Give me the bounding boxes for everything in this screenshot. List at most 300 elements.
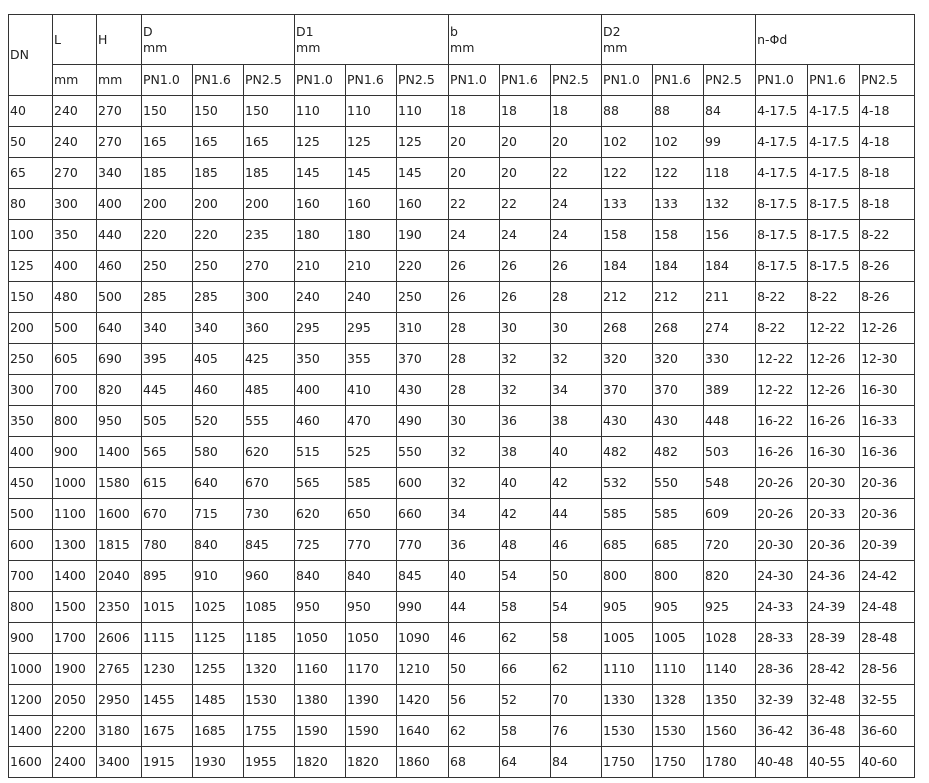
table-cell: 165 [244,127,295,158]
table-cell: 720 [704,530,756,561]
table-cell: 1455 [142,685,193,716]
table-cell: 48 [500,530,551,561]
table-cell: 270 [97,127,142,158]
table-cell: 28-36 [756,654,808,685]
table-cell: 34 [449,499,500,530]
table-cell: 670 [244,468,295,499]
table-cell: 32 [500,344,551,375]
dn-cell: 400 [9,437,53,468]
subheader-cell: PN1.6 [653,65,704,96]
table-row [9,189,915,220]
dn-cell: 500 [9,499,53,530]
table-cell: 32-48 [808,685,860,716]
table-cell: 1675 [142,716,193,747]
table-cell: 30 [500,313,551,344]
table-cell: 210 [295,251,346,282]
table-cell: 20-30 [808,468,860,499]
table-cell: 84 [704,96,756,127]
table-cell: 725 [295,530,346,561]
dn-cell: 65 [9,158,53,189]
table-cell: 1560 [704,716,756,747]
table-cell: 295 [295,313,346,344]
table-row [9,654,915,685]
table-cell: 370 [653,375,704,406]
table-cell: 1485 [193,685,244,716]
table-cell: 1685 [193,716,244,747]
table-cell: 1930 [193,747,244,778]
table-cell: 24-39 [808,592,860,623]
table-cell: 548 [704,468,756,499]
table-cell: 26 [449,251,500,282]
table-cell: 4-17.5 [756,127,808,158]
table-cell: 200 [193,189,244,220]
table-row [9,623,915,654]
table-cell: 482 [653,437,704,468]
table-cell: 32 [551,344,602,375]
table-cell: 1330 [602,685,653,716]
table-cell: 12-22 [756,375,808,406]
table-cell: 28 [449,375,500,406]
table-cell: 715 [193,499,244,530]
table-body [9,96,915,778]
table-row [9,592,915,623]
dn-cell: 1600 [9,747,53,778]
table-cell: 2350 [97,592,142,623]
table-cell: 133 [602,189,653,220]
table-cell: 1110 [602,654,653,685]
table-cell: 20-26 [756,468,808,499]
table-cell: 184 [653,251,704,282]
table-cell: 405 [193,344,244,375]
table-cell: 605 [53,344,97,375]
table-cell: 235 [244,220,295,251]
table-cell: 46 [449,623,500,654]
header-row-units [9,65,915,96]
table-cell: 99 [704,127,756,158]
table-cell: 180 [295,220,346,251]
table-cell: 70 [551,685,602,716]
table-cell: 410 [346,375,397,406]
table-cell: 42 [551,468,602,499]
table-cell: 8-18 [860,158,915,189]
table-cell: 122 [653,158,704,189]
table-cell: 32-55 [860,685,915,716]
table-cell: 88 [653,96,704,127]
table-cell: 18 [449,96,500,127]
subheader-cell: PN1.0 [602,65,653,96]
table-cell: 565 [142,437,193,468]
table-cell: 145 [295,158,346,189]
dn-cell: 100 [9,220,53,251]
table-cell: 8-17.5 [756,220,808,251]
table-cell: 20-39 [860,530,915,561]
header-n-phi-d: n-Φd [756,15,915,65]
table-cell: 125 [295,127,346,158]
table-cell: 28 [449,344,500,375]
table-row [9,344,915,375]
table-cell: 38 [551,406,602,437]
table-cell: 585 [653,499,704,530]
table-cell: 310 [397,313,449,344]
dn-cell: 40 [9,96,53,127]
dn-cell: 300 [9,375,53,406]
subheader-cell: PN1.0 [449,65,500,96]
table-cell: 485 [244,375,295,406]
table-cell: 8-26 [860,251,915,282]
subheader-cell: PN2.5 [397,65,449,96]
table-cell: 20-36 [808,530,860,561]
table-cell: 190 [397,220,449,251]
table-row [9,282,915,313]
subheader-cell: PN1.0 [756,65,808,96]
table-row [9,313,915,344]
table-cell: 240 [295,282,346,313]
header-d1-name: D1 [296,23,314,39]
table-cell: 160 [295,189,346,220]
table-cell: 145 [346,158,397,189]
table-cell: 1955 [244,747,295,778]
subheader-cell: PN2.5 [551,65,602,96]
table-cell: 36-48 [808,716,860,747]
header-b-unit: mm [450,39,475,55]
table-cell: 268 [653,313,704,344]
table-cell: 150 [142,96,193,127]
table-cell: 50 [551,561,602,592]
table-cell: 28-48 [860,623,915,654]
table-cell: 16-36 [860,437,915,468]
subheader-cell: PN1.6 [808,65,860,96]
table-cell: 24 [551,189,602,220]
table-cell: 685 [653,530,704,561]
table-cell: 34 [551,375,602,406]
table-cell: 62 [449,716,500,747]
table-cell: 905 [653,592,704,623]
table-cell: 1820 [295,747,346,778]
table-cell: 515 [295,437,346,468]
table-cell: 158 [602,220,653,251]
table-cell: 20-26 [756,499,808,530]
table-cell: 1085 [244,592,295,623]
table-cell: 62 [500,623,551,654]
table-cell: 28 [551,282,602,313]
table-cell: 500 [97,282,142,313]
table-cell: 185 [193,158,244,189]
table-cell: 268 [602,313,653,344]
table-row [9,530,915,561]
table-cell: 125 [346,127,397,158]
table-cell: 1500 [53,592,97,623]
subheader-cell: mm [97,65,142,96]
table-cell: 700 [53,375,97,406]
table-cell: 2400 [53,747,97,778]
table-cell: 1590 [346,716,397,747]
subheader-cell: PN1.6 [346,65,397,96]
table-cell: 1005 [653,623,704,654]
table-cell: 20 [449,127,500,158]
subheader-cell: PN1.6 [193,65,244,96]
table-cell: 36-42 [756,716,808,747]
table-cell: 240 [53,127,97,158]
table-cell: 165 [193,127,244,158]
table-cell: 26 [551,251,602,282]
table-cell: 1700 [53,623,97,654]
table-cell: 4-17.5 [756,96,808,127]
table-cell: 8-17.5 [756,189,808,220]
table-cell: 370 [602,375,653,406]
table-cell: 22 [500,189,551,220]
table-row [9,158,915,189]
subheader-cell: mm [53,65,97,96]
table-cell: 460 [295,406,346,437]
table-cell: 400 [97,189,142,220]
table-cell: 1820 [346,747,397,778]
header-row-groups [9,15,915,65]
table-cell: 320 [653,344,704,375]
subheader-cell: PN1.0 [295,65,346,96]
table-cell: 800 [602,561,653,592]
table-cell: 1380 [295,685,346,716]
dn-cell: 50 [9,127,53,158]
table-cell: 22 [551,158,602,189]
table-cell: 640 [97,313,142,344]
table-cell: 350 [53,220,97,251]
table-cell: 58 [500,716,551,747]
table-cell: 905 [602,592,653,623]
table-cell: 20-30 [756,530,808,561]
table-cell: 8-18 [860,189,915,220]
table-cell: 1320 [244,654,295,685]
header-b [449,15,602,65]
table-cell: 46 [551,530,602,561]
table-cell: 1110 [653,654,704,685]
table-cell: 1350 [704,685,756,716]
table-cell: 670 [142,499,193,530]
table-cell: 690 [97,344,142,375]
table-cell: 20 [551,127,602,158]
table-cell: 8-17.5 [808,251,860,282]
table-cell: 285 [142,282,193,313]
table-cell: 24-30 [756,561,808,592]
header-d1-unit: mm [296,39,321,55]
table-cell: 22 [449,189,500,220]
table-cell: 160 [397,189,449,220]
table-cell: 12-22 [808,313,860,344]
table-cell: 270 [97,96,142,127]
table-cell: 1590 [295,716,346,747]
table-cell: 2765 [97,654,142,685]
table-cell: 36 [449,530,500,561]
table-cell: 40-55 [808,747,860,778]
table-cell: 1900 [53,654,97,685]
table-cell: 16-30 [860,375,915,406]
subheader-cell: PN2.5 [704,65,756,96]
table-cell: 145 [397,158,449,189]
table-cell: 503 [704,437,756,468]
table-cell: 3400 [97,747,142,778]
header-d-unit: mm [143,39,168,55]
table-cell: 4-17.5 [756,158,808,189]
table-cell: 8-17.5 [808,189,860,220]
table-row [9,499,915,530]
table-cell: 16-33 [860,406,915,437]
table-cell: 250 [142,251,193,282]
table-cell: 32 [500,375,551,406]
table-cell: 24-42 [860,561,915,592]
table-row [9,220,915,251]
table-cell: 430 [397,375,449,406]
table-cell: 40 [500,468,551,499]
table-cell: 400 [53,251,97,282]
table-cell: 660 [397,499,449,530]
flange-dimension-table [8,14,915,778]
table-row [9,127,915,158]
table-cell: 1025 [193,592,244,623]
table-cell: 36-60 [860,716,915,747]
table-cell: 425 [244,344,295,375]
table-cell: 102 [653,127,704,158]
table-cell: 54 [551,592,602,623]
table-cell: 42 [500,499,551,530]
table-cell: 32 [449,468,500,499]
table-cell: 1390 [346,685,397,716]
table-cell: 950 [346,592,397,623]
table-cell: 58 [500,592,551,623]
table-cell: 1125 [193,623,244,654]
table-cell: 430 [653,406,704,437]
table-cell: 500 [53,313,97,344]
table-cell: 270 [244,251,295,282]
table-cell: 220 [193,220,244,251]
table-cell: 609 [704,499,756,530]
table-cell: 640 [193,468,244,499]
table-cell: 32-39 [756,685,808,716]
table-cell: 165 [142,127,193,158]
dn-cell: 1400 [9,716,53,747]
table-cell: 1640 [397,716,449,747]
table-cell: 2040 [97,561,142,592]
subheader-cell: PN2.5 [860,65,915,96]
table-cell: 122 [602,158,653,189]
table-cell: 295 [346,313,397,344]
table-cell: 102 [602,127,653,158]
table-cell: 925 [704,592,756,623]
table-cell: 840 [193,530,244,561]
table-cell: 12-26 [808,375,860,406]
table-cell: 12-30 [860,344,915,375]
table-cell: 110 [295,96,346,127]
table-cell: 212 [602,282,653,313]
table-cell: 8-17.5 [756,251,808,282]
table-cell: 770 [397,530,449,561]
table-cell: 1170 [346,654,397,685]
table-cell: 1230 [142,654,193,685]
table-cell: 250 [193,251,244,282]
table-cell: 950 [97,406,142,437]
header-d-name: D [143,23,153,39]
table-cell: 800 [53,406,97,437]
table-cell: 250 [397,282,449,313]
header-d1 [295,15,449,65]
table-cell: 460 [97,251,142,282]
table-cell: 28-39 [808,623,860,654]
dn-cell: 450 [9,468,53,499]
table-cell: 4-18 [860,127,915,158]
table-cell: 12-22 [756,344,808,375]
table-cell: 210 [346,251,397,282]
table-cell: 18 [551,96,602,127]
table-cell: 40-48 [756,747,808,778]
table-cell: 320 [602,344,653,375]
table-cell: 300 [244,282,295,313]
table-cell: 50 [449,654,500,685]
header-dn: DN [9,15,53,96]
table-cell: 20 [449,158,500,189]
table-row [9,437,915,468]
table-cell: 730 [244,499,295,530]
table-cell: 565 [295,468,346,499]
table-cell: 389 [704,375,756,406]
dn-cell: 800 [9,592,53,623]
dn-cell: 125 [9,251,53,282]
table-cell: 16-30 [808,437,860,468]
table-cell: 585 [602,499,653,530]
dn-cell: 1200 [9,685,53,716]
table-cell: 1185 [244,623,295,654]
table-cell: 76 [551,716,602,747]
table-cell: 820 [704,561,756,592]
table-cell: 26 [500,251,551,282]
table-cell: 1000 [53,468,97,499]
table-cell: 350 [295,344,346,375]
table-cell: 1860 [397,747,449,778]
dn-cell: 350 [9,406,53,437]
table-cell: 525 [346,437,397,468]
table-cell: 26 [449,282,500,313]
table-cell: 1400 [53,561,97,592]
table-cell: 1915 [142,747,193,778]
table-cell: 200 [142,189,193,220]
table-cell: 395 [142,344,193,375]
dn-cell: 600 [9,530,53,561]
dn-cell: 200 [9,313,53,344]
table-cell: 550 [653,468,704,499]
table-cell: 38 [500,437,551,468]
table-cell: 1050 [346,623,397,654]
table-cell: 8-22 [756,313,808,344]
table-cell: 950 [295,592,346,623]
table-cell: 150 [244,96,295,127]
table-cell: 1420 [397,685,449,716]
table-cell: 8-17.5 [808,220,860,251]
table-cell: 2950 [97,685,142,716]
header-l: L [53,15,97,65]
table-cell: 4-17.5 [808,127,860,158]
table-cell: 840 [295,561,346,592]
table-cell: 66 [500,654,551,685]
subheader-cell: PN1.0 [142,65,193,96]
table-cell: 3180 [97,716,142,747]
table-cell: 2606 [97,623,142,654]
table-cell: 1028 [704,623,756,654]
table-cell: 20-36 [860,499,915,530]
table-cell: 585 [346,468,397,499]
table-cell: 40 [449,561,500,592]
table-cell: 1530 [602,716,653,747]
table-cell: 20-36 [860,468,915,499]
table-cell: 52 [500,685,551,716]
table-cell: 158 [653,220,704,251]
table-cell: 4-17.5 [808,158,860,189]
